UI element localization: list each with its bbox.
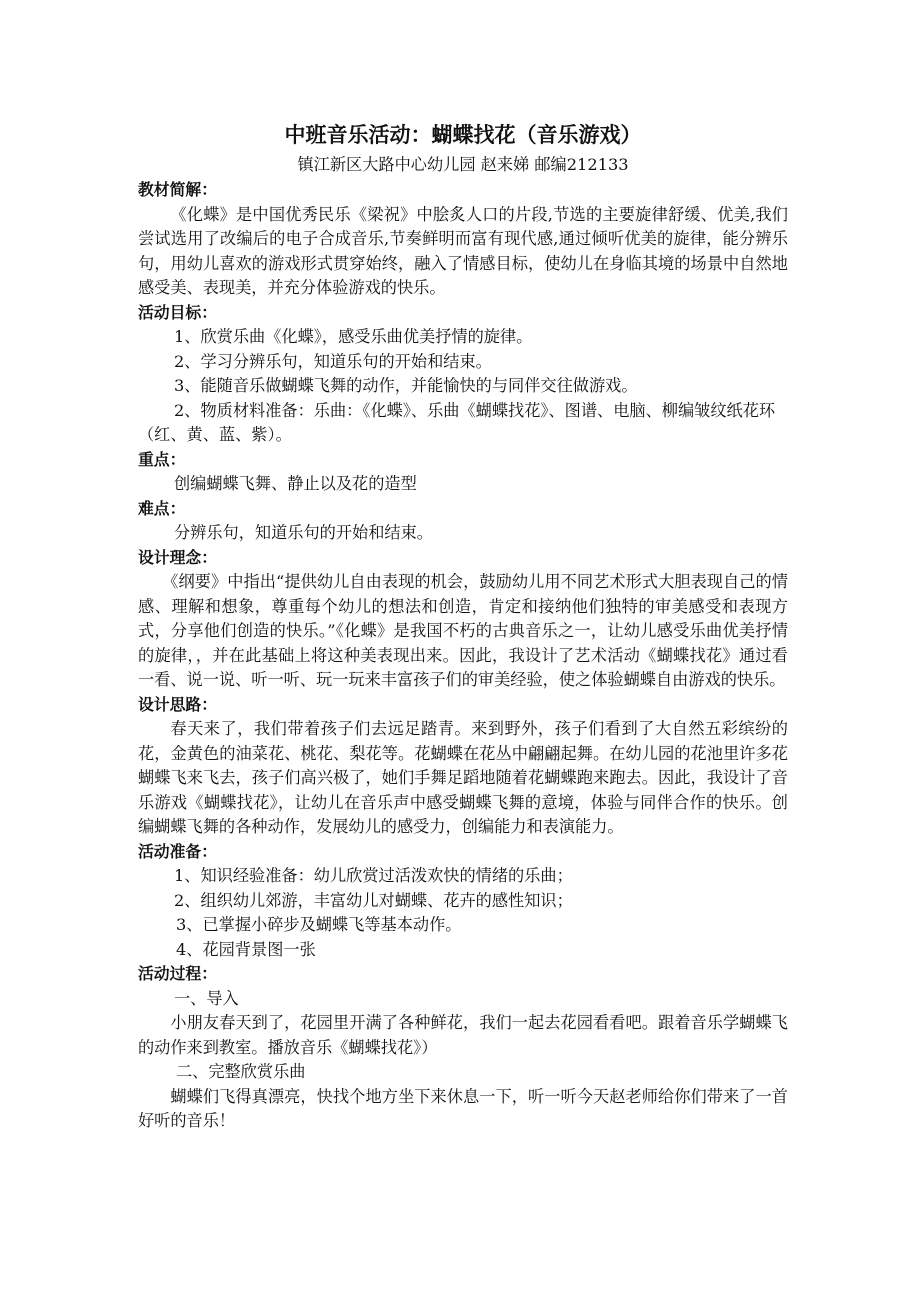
goal-item: 1、欣赏乐曲《化蝶》，感受乐曲优美抒情的旋律。 [174,327,533,346]
goal-item: 2、物质材料准备：乐曲：《化蝶》、乐曲《蝴蝶找花》、图谱、电脑、柳编皱纹纸花环（红、黄、蓝、紫）。 [138,400,776,444]
section-heading-materials: 教材简解： [138,180,217,199]
step-title: 一、导入 [174,988,239,1008]
section-heading-difficulty: 难点： [138,498,186,518]
section-heading-prep: 活动准备： [138,841,217,861]
prep-item: 4、花园背景图一张 [176,939,316,959]
key-text: 创编蝴蝶飞舞、静止以及花的造型 [174,474,417,493]
step-text: 蝴蝶们飞得真漂亮，快找个地方坐下来休息一下，听一听今天赵老师给你们带来了一首好听的音乐！ [138,1086,788,1130]
section-heading-process: 活动过程： [138,964,217,983]
idea-text: 春天来了，我们带着孩子们去远足踏青。来到野外，孩子们看到了大自然五彩缤纷的花，金黄色的油菜花、桃花、梨花等。花蝴蝶在花丛中翩翩起舞。在幼儿园的花池里许多花蝴蝶飞来飞去，孩子们高兴极了，她们手舞足蹈地随着花蝴蝶跑来跑去。因此，我设计了音乐游戏《蝴蝶找花》，让幼儿在音乐声中感受蝴蝶飞舞的意境，体验与同伴合作的快乐。创编蝴蝶飞舞的各种动作，发展幼儿的感受力，创编能力和表演能力。 [138,719,788,836]
goal-item: 3、能随音乐做蝴蝶飞舞的动作，并能愉快的与同伴交往做游戏。 [174,376,638,395]
section-heading-key: 重点： [138,449,186,469]
step-text: 小朋友春天到了，花园里开满了各种鲜花，我们一起去花园看看吧。跟着音乐学蝴蝶飞的动作来到教室。播放音乐《蝴蝶找花》） [138,1013,788,1057]
page-title: 中班音乐活动：蝴蝶找花（音乐游戏） [284,123,642,147]
concept-text: 《纲要》中指出“提供幼儿自由表现的机会，鼓励幼儿用不同艺术形式大胆表现自己的情感、理解和想象，尊重每个幼儿的想法和创造，肯定和接纳他们独特的审美感受和表现方式，分享他们创造的快乐。”《化蝶》是我国不朽的古典音乐之一，让幼儿感受乐曲优美抒情的旋律，，并在此基础上将这种美表现出来。因此，我设计了艺术活动《蝴蝶找花》通过看一看、说一说、听一听、玩一玩来丰富孩子们的审美经验，使之体验蝴蝶自由游戏的快乐。 [138,572,788,689]
author-line: 镇江新区大路中心幼儿园 赵来娣 邮编212133 [297,155,629,174]
materials-text: 《化蝶》是中国优秀民乐《梁祝》中脍炙人口的片段,节选的主要旋律舒缓、优美,我们尝试选用了改编后的电子合成音乐,节奏鲜明而富有现代感,通过倾听优美的旋律，能分辨乐句，用幼儿喜欢的游戏形式贯穿始终，融入了情感目标，使幼儿在身临其境的场景中自然地感受美、表现美，并充分体验游戏的快乐。 [138,204,788,297]
section-heading-goals: 活动目标： [138,302,217,322]
prep-item: 2、组织幼儿郊游，丰富幼儿对蝴蝶、花卉的感性知识； [174,890,573,910]
goal-item: 2、学习分辨乐句，知道乐句的开始和结束。 [174,351,492,371]
prep-item: 1、知识经验准备：幼儿欣赏过活泼欢快的情绪的乐曲； [174,866,573,885]
difficulty-text: 分辨乐句，知道乐句的开始和结束。 [174,523,433,542]
section-heading-idea: 设计思路： [138,694,217,714]
prep-item: 3、已掌握小碎步及蝴蝶飞等基本动作。 [176,915,462,934]
section-heading-concept: 设计理念： [138,547,217,567]
document-page [138,120,788,1134]
step-title: 二、完整欣赏乐曲 [176,1062,306,1081]
